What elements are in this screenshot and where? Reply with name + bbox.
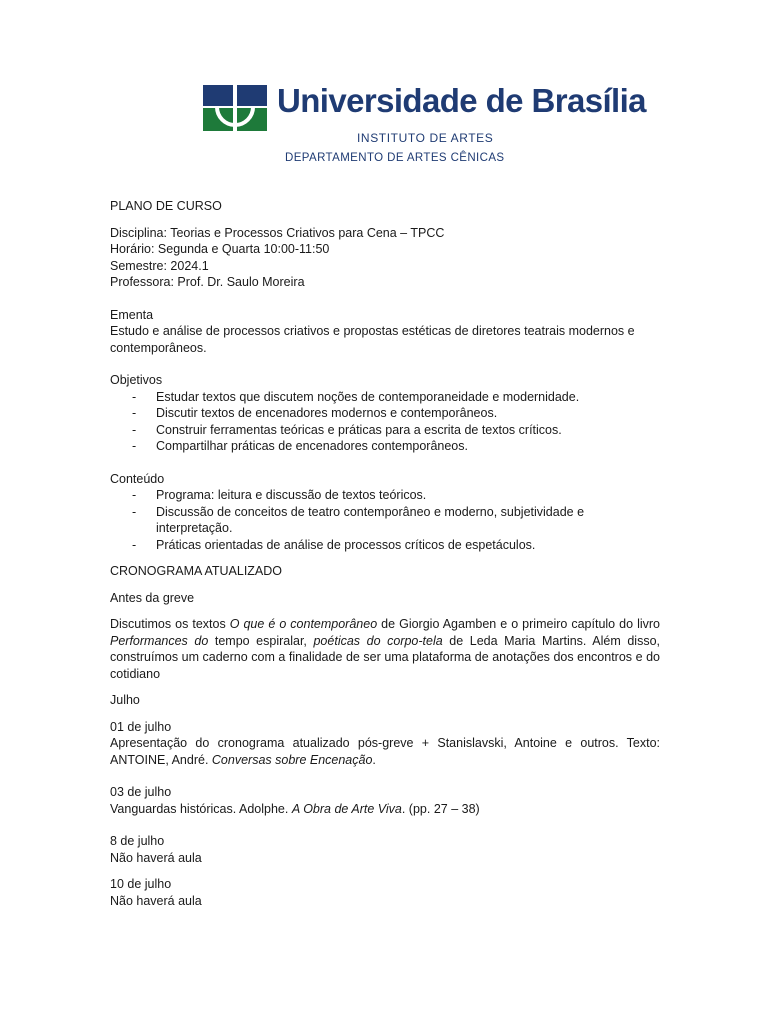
university-name: Universidade de Brasília [277, 82, 646, 119]
session-description: Apresentação do cronograma atualizado pós-greve + Stanislavski, Antoine e outros. Texto: ANTOINE, André. [110, 736, 660, 767]
objetivos-heading: Objetivos [110, 373, 163, 387]
session-date: 01 de julho [110, 719, 172, 734]
objetivos-list [110, 389, 660, 455]
list-item: - Práticas orientadas de análise de processos críticos de espetáculos. [132, 537, 660, 554]
document-body [110, 198, 660, 909]
session-entry [110, 719, 660, 769]
institute-name: INSTITUTO DE ARTES [357, 131, 494, 145]
professor-line: Professora: Prof. Dr. Saulo Moreira [110, 275, 305, 289]
list-item: - Compartilhar práticas de encenadores contemporâneos. [132, 438, 660, 455]
ementa-text: Estudo e análise de processos criativos e propostas estéticas de diretores teatrais modernos e contemporâneos. [110, 324, 635, 355]
session-entry [110, 876, 660, 909]
session-suffix: . [372, 752, 376, 767]
conteudo-list [110, 487, 660, 553]
list-item: - Estudar textos que discutem noções de contemporaneidade e modernidade. [132, 389, 660, 406]
session-date: 8 de julho [110, 834, 165, 848]
antes-text: Discutimos os textos [110, 617, 230, 631]
department-name: DEPARTAMENTO DE ARTES CÊNICAS [285, 152, 505, 164]
session-suffix: . (pp. 27 – 38) [401, 801, 480, 816]
book-title: A Obra de Arte Viva [291, 801, 402, 816]
document-header [0, 0, 768, 180]
list-item: - Construir ferramentas teóricas e práticas para a escrita de textos críticos. [132, 422, 660, 439]
session-description: Vanguardas históricas. Adolphe. [110, 801, 292, 816]
book-title: O que é o contemporâneo [229, 617, 378, 631]
antes-heading: Antes da greve [110, 590, 195, 605]
session-text: Não haverá aula [110, 893, 202, 908]
month-heading: Julho [110, 693, 140, 707]
antes-text: tempo espiralar, [208, 633, 314, 648]
antes-text: de Giorgio Agamben e o primeiro capítulo do livro [377, 617, 660, 631]
schedule-line: Horário: Segunda e Quarta 10:00-11:50 [110, 242, 330, 256]
list-item: - Discutir textos de encenadores modernos e contemporâneos. [132, 405, 660, 422]
session-text [110, 735, 660, 768]
semester-line: Semestre: 2024.1 [110, 258, 209, 273]
session-entry [110, 833, 660, 866]
ementa-heading: Ementa [110, 307, 154, 322]
book-title: Conversas sobre Encenação [211, 752, 373, 767]
antes-text: de Leda Maria Martins. Além disso, construímos um caderno com a finalidade de ser uma plataforma de anotações dos encontros e do cotidiano [110, 633, 660, 681]
discipline-line: Disciplina: Teorias e Processos Criativos para Cena – TPCC [110, 225, 445, 240]
book-title: Performances do [110, 633, 209, 648]
antes-paragraph [110, 616, 660, 682]
list-item: - Discussão de conceitos de teatro contemporâneo e moderno, subjetividade e interpretação. [132, 504, 660, 537]
plan-title: PLANO DE CURSO [110, 199, 222, 213]
session-text [110, 801, 660, 818]
cronograma-heading: CRONOGRAMA ATUALIZADO [110, 564, 283, 578]
conteudo-heading: Conteúdo [110, 471, 165, 486]
session-date: 10 de julho [110, 877, 172, 891]
unb-logo-icon [203, 85, 267, 131]
session-date: 03 de julho [110, 785, 172, 799]
list-item: - Programa: leitura e discussão de textos teóricos. [132, 487, 660, 504]
session-entry [110, 784, 660, 817]
book-title: poéticas do corpo-tela [313, 633, 443, 648]
session-text: Não haverá aula [110, 850, 202, 865]
